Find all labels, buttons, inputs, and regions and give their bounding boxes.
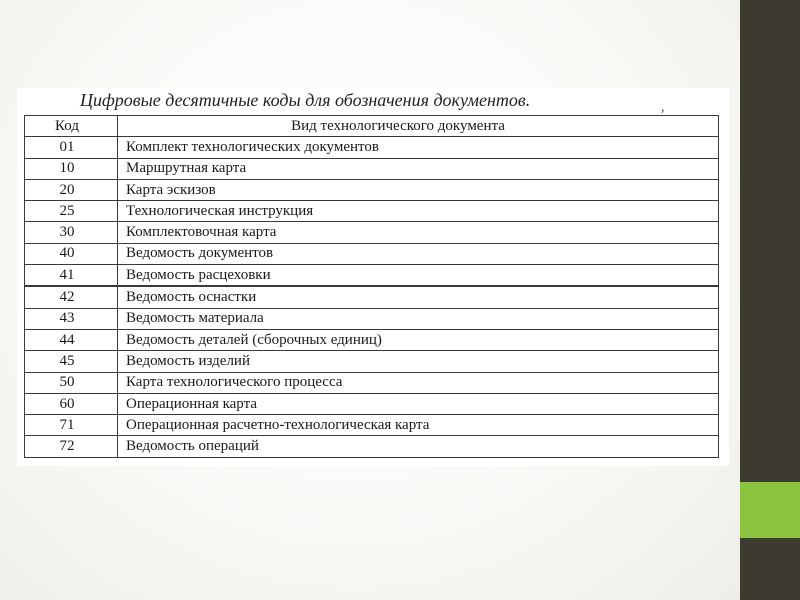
row-code: 41 (25, 265, 118, 287)
row-name: Ведомость операций (118, 436, 719, 457)
table-row (25, 158, 719, 179)
row-name: Комплект технологических документов (118, 137, 719, 158)
table-row (25, 286, 719, 308)
table-row (25, 265, 719, 287)
table-row (25, 137, 719, 158)
row-code: 71 (25, 415, 118, 436)
row-name: Ведомость расцеховки (118, 265, 719, 287)
row-name: Операционная расчетно-технологическая карта (118, 415, 719, 436)
table-row (25, 393, 719, 414)
table-row (25, 351, 719, 372)
table-row (25, 415, 719, 436)
side-accent (740, 482, 800, 538)
table-row (25, 243, 719, 264)
row-name: Карта технологического процесса (118, 372, 719, 393)
row-name: Комплектовочная карта (118, 222, 719, 243)
row-name: Операционная карта (118, 393, 719, 414)
stray-mark: , (661, 100, 665, 115)
table-row (25, 179, 719, 200)
table-row (25, 436, 719, 457)
row-code: 43 (25, 308, 118, 329)
row-code: 20 (25, 179, 118, 200)
table-row (25, 222, 719, 243)
row-code: 40 (25, 243, 118, 264)
row-code: 60 (25, 393, 118, 414)
header-name: Вид технологического документа (118, 116, 719, 137)
row-name: Ведомость материала (118, 308, 719, 329)
row-name: Ведомость изделий (118, 351, 719, 372)
row-code: 01 (25, 137, 118, 158)
header-code: Код (25, 116, 118, 137)
row-code: 25 (25, 201, 118, 222)
row-code: 42 (25, 286, 118, 308)
row-name: Карта эскизов (118, 179, 719, 200)
codes-table (24, 115, 719, 458)
row-code: 44 (25, 329, 118, 350)
row-code: 30 (25, 222, 118, 243)
table-row (25, 329, 719, 350)
row-name: Маршрутная карта (118, 158, 719, 179)
row-code: 50 (25, 372, 118, 393)
table-header-row (25, 116, 719, 137)
row-name: Ведомость документов (118, 243, 719, 264)
document-title: Цифровые десятичные коды для обозначения документов. (80, 90, 531, 110)
table-row (25, 308, 719, 329)
table-row (25, 372, 719, 393)
row-code: 45 (25, 351, 118, 372)
row-name: Технологическая инструкция (118, 201, 719, 222)
row-code: 72 (25, 436, 118, 457)
row-name: Ведомость деталей (сборочных единиц) (118, 329, 719, 350)
row-name: Ведомость оснастки (118, 286, 719, 308)
table-row (25, 201, 719, 222)
row-code: 10 (25, 158, 118, 179)
